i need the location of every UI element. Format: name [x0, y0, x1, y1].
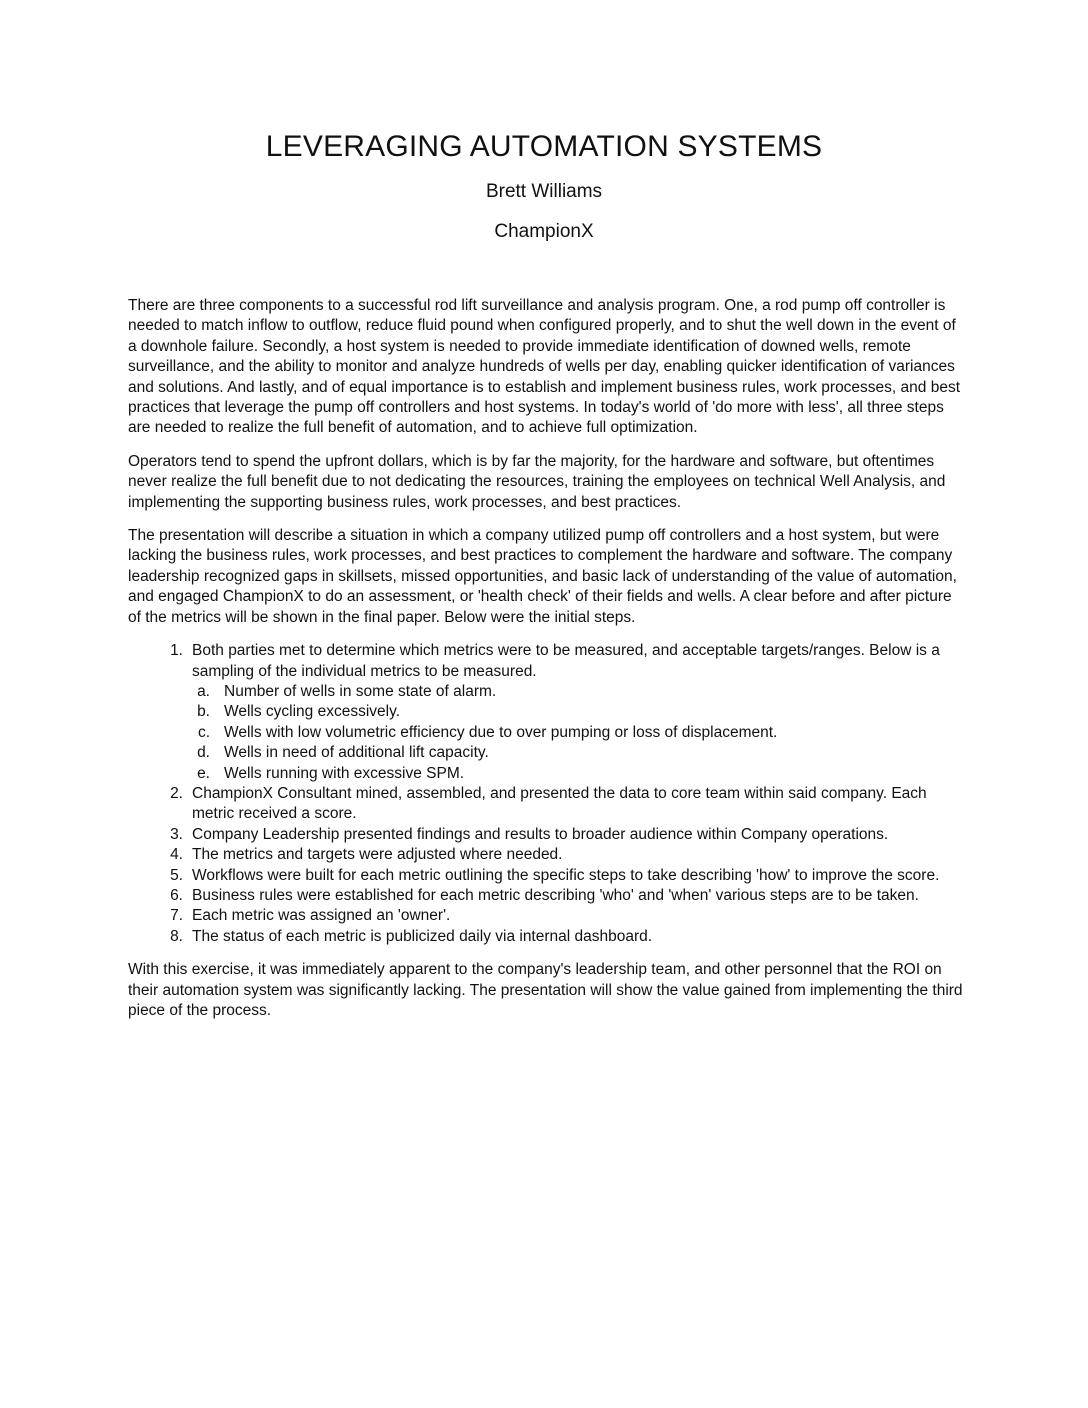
step-item: [170, 866, 964, 886]
step-text: The status of each metric is publicized daily via internal dashboard.: [192, 927, 653, 945]
substep-text: Wells running with excessive SPM.: [224, 764, 465, 782]
organization-name: ChampionX: [494, 221, 594, 242]
step-number: 6.: [170, 886, 183, 904]
step-number: 5.: [170, 866, 183, 884]
substep-item: [197, 723, 964, 743]
paragraph-2: Operators tend to spend the upfront dollars, which is by far the majority, for the hardware and software, but oftentimes never realize the full benefit due to not dedicating the resources, training the employees on technical Well Analysis, and implementing the supporting business rules, work processes, and best practices.: [128, 452, 946, 511]
substep-item: [197, 702, 964, 722]
step-item: [170, 927, 964, 947]
step-text: Company Leadership presented findings and results to broader audience within Company operations.: [192, 825, 889, 843]
closing-paragraph: With this exercise, it was immediately apparent to the company's leadership team, and other personnel that the ROI on their automation system was significantly lacking. The presentation will show the value gained from implementing the third piece of the process.: [128, 961, 963, 1019]
substep-letter: d.: [197, 744, 210, 762]
step-text: ChampionX Consultant mined, assembled, and presented the data to core team within said company. Each metric received a score.: [192, 784, 927, 823]
document-body: [128, 296, 964, 1034]
step-item: [170, 845, 964, 865]
step-number: 4.: [170, 846, 183, 864]
substep-letter: b.: [197, 703, 210, 721]
substep-text: Wells cycling excessively.: [224, 703, 401, 721]
substep-item: [197, 743, 964, 763]
steps-list: [128, 641, 964, 947]
step-number: 2.: [170, 784, 183, 802]
step-text: Business rules were established for each metric describing 'who' and 'when' various steps are to be taken.: [192, 886, 919, 904]
step-text: Each metric was assigned an 'owner'.: [192, 907, 451, 925]
step-number: 1.: [170, 642, 183, 660]
metrics-sublist: [192, 682, 964, 784]
step-text: Workflows were built for each metric outlining the specific steps to take describing 'how' to improve the score.: [192, 866, 940, 884]
substep-text: Wells with low volumetric efficiency due to over pumping or loss of displacement.: [224, 723, 778, 741]
step-number: 7.: [170, 907, 183, 925]
step-number: 3.: [170, 825, 183, 843]
substep-item: [197, 764, 964, 784]
step-item: [170, 784, 964, 825]
paragraph-1: There are three components to a successful rod lift surveillance and analysis program. One, a rod pump off controller is needed to match inflow to outflow, reduce fluid pound when configured properly, and to shut the well down in the event of a downhole failure. Secondly, a host system is needed to provide immediate identification of downed wells, remote surveillance, and the ability to monitor and analyze hundreds of wells per day, enabling quicker identification of variances and solutions. And lastly, and of equal importance is to establish and implement business rules, work processes, and best practices that leverage the pump off controllers and host systems. In today's world of 'do more with less', all three steps are needed to realize the full benefit of automation, and to achieve full optimization.: [128, 297, 961, 437]
step-text: Both parties met to determine which metrics were to be measured, and acceptable targets/ranges. Below is a sampling of the individual metrics to be measured.: [192, 642, 940, 680]
paragraph-3: The presentation will describe a situation in which a company utilized pump off controllers and a host system, but were lacking the business rules, work processes, and best practices to complement the hardware and software. The company leadership recognized gaps in skillsets, missed opportunities, and basic lack of understanding of the value of automation, and engaged ChampionX to do an assessment, or 'health check' of their fields and wells. A clear before and after picture of the metrics will be shown in the final paper. Below were the initial steps.: [128, 527, 957, 626]
step-item: [170, 906, 964, 926]
substep-letter: a.: [197, 682, 210, 700]
step-item: [170, 641, 964, 784]
author-name: Brett Williams: [485, 181, 603, 202]
document-title: LEVERAGING AUTOMATION SYSTEMS: [265, 130, 823, 163]
substep-text: Number of wells in some state of alarm.: [224, 682, 497, 700]
substep-letter: c.: [197, 723, 210, 741]
substep-text: Wells in need of additional lift capacity.: [224, 744, 489, 762]
step-number: 8.: [170, 927, 183, 945]
step-item: [170, 886, 964, 906]
step-item: [170, 825, 964, 845]
step-text: The metrics and targets were adjusted where needed.: [192, 846, 563, 864]
substep-item: [197, 682, 964, 702]
substep-letter: e.: [197, 764, 210, 782]
